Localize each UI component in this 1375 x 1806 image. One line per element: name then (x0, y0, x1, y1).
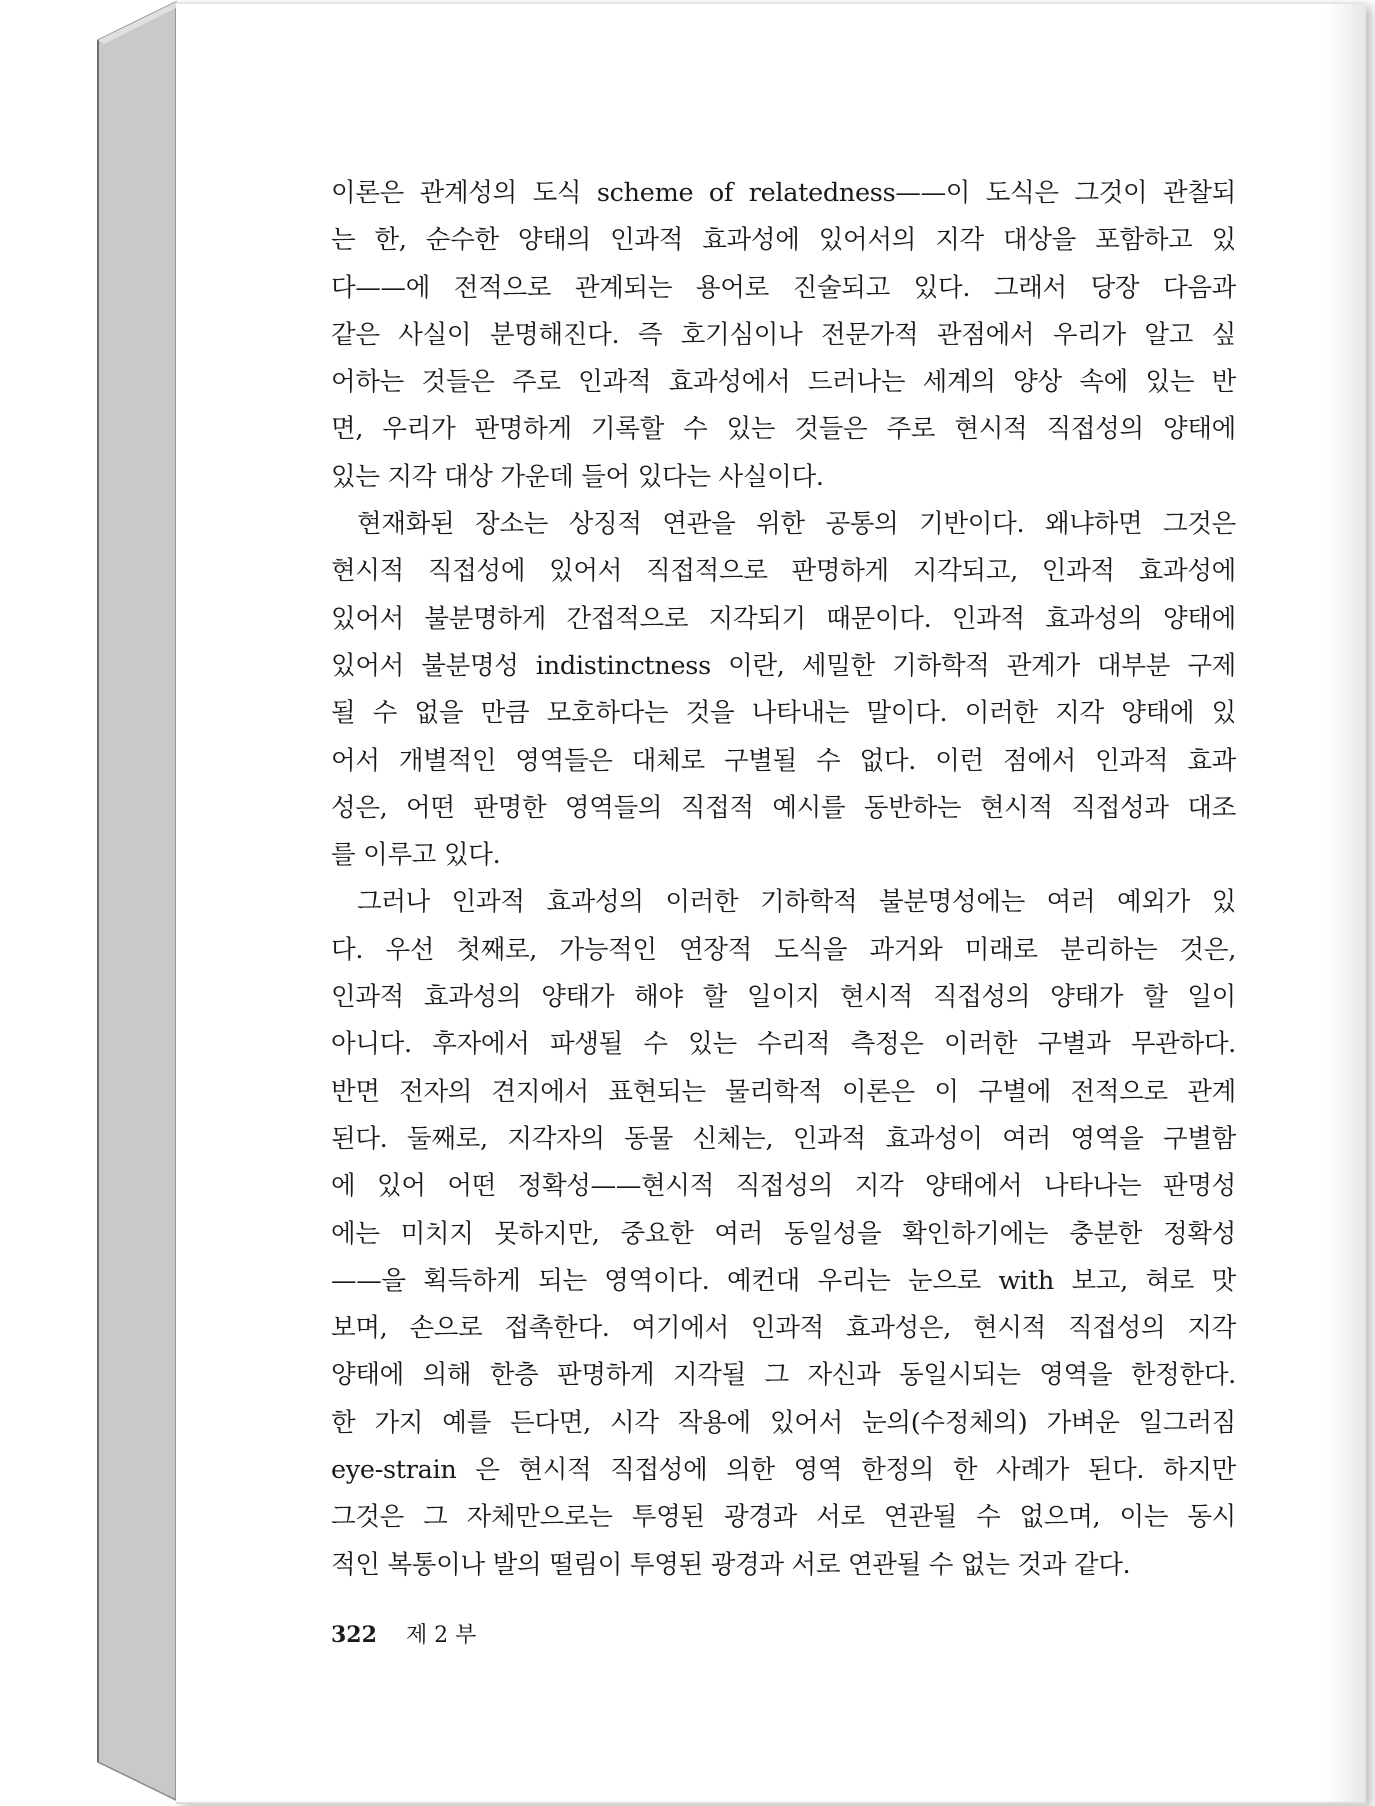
page-number: 322 (331, 1622, 377, 1648)
text-line: 있어서 불분명성 indistinctness 이란, 세밀한 기하학적 관계가 대부분 구제 (331, 650, 1236, 681)
text-line: 보며, 손으로 접촉한다. 여기에서 인과적 효과성은, 현시적 직접성의 지각 (331, 1313, 1236, 1344)
text-line: 이론은 관계성의 도식 scheme of relatedness——이 도식은 그것이 관찰되 (331, 178, 1236, 208)
text-line: 현시적 직접성에 있어서 직접적으로 판명하게 지각되고, 인과적 효과성에 (331, 556, 1236, 587)
paragraph (331, 501, 1236, 879)
text-line: 어서 개별적인 영역들은 대체로 구별될 수 없다. 이런 점에서 인과적 효과 (331, 745, 1236, 776)
text-line: 어하는 것들은 주로 인과적 효과성에서 드러나는 세계의 양상 속에 있는 반 (331, 367, 1236, 398)
text-line: 다——에 전적으로 관계되는 용어로 진술되고 있다. 그래서 당장 다음과 (331, 272, 1236, 303)
body-text (331, 170, 1236, 1589)
text-line: 양태에 의해 한층 판명하게 지각될 그 자신과 동일시되는 영역을 한정한다. (331, 1360, 1236, 1391)
text-line: 반면 전자의 견지에서 표현되는 물리학적 이론은 이 구별에 전적으로 관계 (331, 1076, 1236, 1107)
section-label: 제 2 부 (405, 1623, 477, 1648)
text-line: 있어서 불분명하게 간접적으로 지각되기 때문이다. 인과적 효과성의 양태에 (331, 603, 1236, 634)
paragraph (331, 879, 1236, 1588)
page-footer (331, 1618, 476, 1649)
text-line: 그러나 인과적 효과성의 이러한 기하학적 불분명성에는 여러 예외가 있 (357, 887, 1236, 918)
text-line: ——을 획득하게 되는 영역이다. 예컨대 우리는 눈으로 with 보고, 혀로 맛 (331, 1265, 1236, 1296)
text-line: 같은 사실이 분명해진다. 즉 호기심이나 전문가적 관점에서 우리가 알고 싶 (331, 319, 1236, 350)
text-line: 에 있어 어떤 정확성——현시적 직접성의 지각 양태에서 나타나는 판명성 (331, 1171, 1236, 1202)
paragraph (331, 170, 1236, 501)
text-line: 된다. 둘째로, 지각자의 동물 신체는, 인과적 효과성이 여러 영역을 구별함 (331, 1123, 1236, 1154)
text-line: 적인 복통이나 발의 떨림이 투영된 광경과 서로 연관될 수 없는 것과 같다. (331, 1549, 1131, 1580)
text-line: eye-strain 은 현시적 직접성에 의한 영역 한정의 한 사례가 된다. 하지만 (331, 1455, 1236, 1486)
text-line: 는 한, 순수한 양태의 인과적 효과성에 있어서의 지각 대상을 포함하고 있 (331, 225, 1236, 256)
text-line: 될 수 없을 만큼 모호하다는 것을 나타내는 말이다. 이러한 지각 양태에 있 (331, 698, 1236, 729)
text-line: 현재화된 장소는 상징적 연관을 위한 공통의 기반이다. 왜냐하면 그것은 (357, 509, 1236, 540)
text-line: 아니다. 후자에서 파생될 수 있는 수리적 측정은 이러한 구별과 무관하다. (331, 1029, 1236, 1060)
text-line: 를 이루고 있다. (331, 840, 501, 871)
text-line: 그것은 그 자체만으로는 투영된 광경과 서로 연관될 수 없으며, 이는 동시 (331, 1502, 1236, 1533)
book-page (176, 2, 1366, 1804)
text-line: 있는 지각 대상 가운데 들어 있다는 사실이다. (331, 461, 824, 492)
text-line: 면, 우리가 판명하게 기록할 수 있는 것들은 주로 현시적 직접성의 양태에 (331, 414, 1236, 445)
text-line: 다. 우선 첫째로, 가능적인 연장적 도식을 과거와 미래로 분리하는 것은, (331, 934, 1236, 965)
text-line: 인과적 효과성의 양태가 해야 할 일이지 현시적 직접성의 양태가 할 일이 (331, 982, 1236, 1013)
text-line: 한 가지 예를 든다면, 시각 작용에 있어서 눈의(수정체의) 가벼운 일그러짐 (331, 1407, 1236, 1438)
text-line: 성은, 어떤 판명한 영역들의 직접적 예시를 동반하는 현시적 직접성과 대조 (331, 792, 1236, 823)
text-line: 에는 미치지 못하지만, 중요한 여러 동일성을 확인하기에는 충분한 정확성 (331, 1218, 1236, 1249)
